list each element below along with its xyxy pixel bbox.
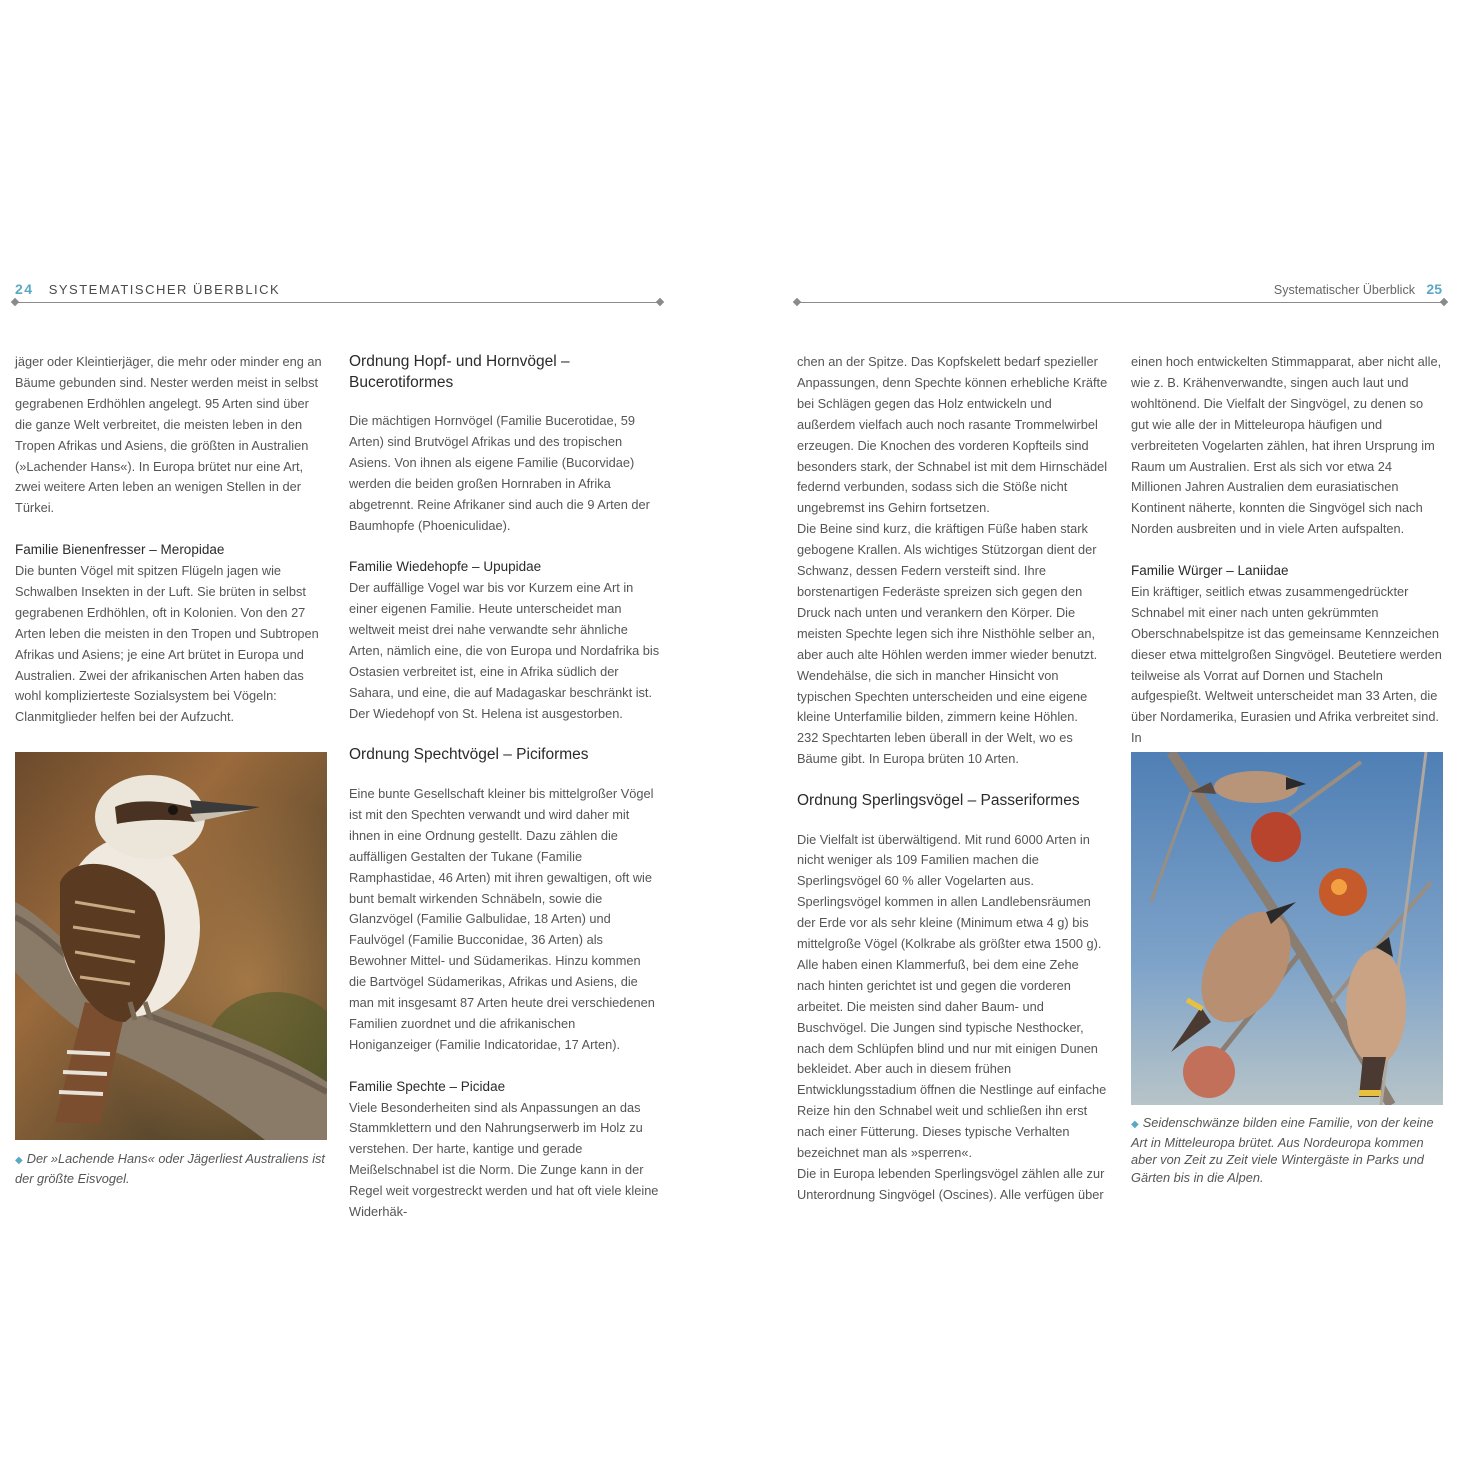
paragraph: Die Beine sind kurz, die kräftigen Füße haben stark gebogene Krallen. Als wichtiges Stützorgan dient der Schwanz, dessen Federn versteift sind. Ihre borstenartigen Federäste spreizen sich gegen den Druck nach unten und verankern den Körper. Die meisten Spechte legen sich ihre Nisthöhle selber an, aber auch alte Höhlen werden immer wieder benutzt. Wendehälse, die sich in mancher Hinsicht von typischen Spechten unterscheiden und eine eigene kleine Unterfamilie bilden, zimmern keine Höhlen.	[797, 521, 1098, 725]
paragraph: jäger oder Kleintierjäger, die mehr oder minder eng an Bäume gebunden sind. Nester werden meist in selbst gegrabenen Erdhöhlen angelegt. 95 Arten sind über die ganze Welt verbreitet, die meisten leben in den Tropen Afrikas und Asiens, die größten in Australien (»Lachender Hans«). In Europa brütet nur eine Art, zwei weitere Arten leben an wenigen Stellen in der Türkei.	[15, 354, 322, 516]
paragraph: Ein kräftiger, seitlich etwas zusammengedrückter Schnabel mit einer nach unten gekrümmten Oberschnabelspitze ist das gemeinsame Kennzeichen dieser etwa mittelgroßen Singvögel. Beutetiere werden teilweise als Vorrat auf Dornen und Stacheln aufgespießt. Weltweit unterscheidet man 33 Arten, die über Nordamerika, Eurasien und Afrika verbreitet sind. In	[1131, 583, 1442, 746]
running-header-left	[15, 281, 280, 301]
caption-text: Der »Lachende Hans« oder Jägerliest Australiens ist der größte Eisvogel.	[15, 1151, 325, 1186]
heading-sperlingsvoegel: Ordnung Sperlingsvögel – Passeriformes	[797, 792, 1080, 810]
text-column-1	[15, 352, 327, 728]
text-column-3	[797, 352, 1109, 1206]
text-column-4	[1131, 352, 1443, 749]
rule-end-diamond-icon	[1440, 298, 1448, 306]
photo-caption-kookaburra	[15, 1150, 327, 1187]
paragraph: chen an der Spitze. Das Kopfskelett bedarf spezieller Anpassungen, denn Spechte können erhebliche Kräfte bei Schlägen gegen das Holz entwickeln und außerdem vielfach auch noch rasante Trommelwirbel erzeugen. Die Knochen des vorderen Kopfteils sind besonders stark, der Schnabel ist mit dem Hirnschädel federnd verbunden, sodass sich die Stöße nicht ungebremst ins Gehirn fortsetzen.	[797, 354, 1108, 516]
paragraph: Die bunten Vögel mit spitzen Flügeln jagen wie Schwalben Insekten in der Luft. Sie brüten in selbst gegrabenen Erdhöhlen, oft in Kolonien. Von den 27 Arten leben die meisten in den Tropen und Subtropen Afrikas und Asiens; je eine Art brütet in Europa und Australien. Zwei der afrikanischen Arten haben das wohl komplizierteste Sozialsystem bei Vögeln: Clanmitglieder helfen bei der Aufzucht.	[15, 563, 319, 725]
paragraph: Die mächtigen Hornvögel (Familie Bucerotidae, 59 Arten) sind Brutvögel Afrikas und des tropischen Asiens. Von ihnen als eigene Familie (Bucorvidae) werden die beiden großen Hornraben in Afrika abgetrennt. Reine Afrikaner sind auch die 9 Arten der Baumhopfe (Phoeniculidae).	[349, 413, 650, 533]
heading-wuerger: Familie Würger – Laniidae	[1131, 563, 1289, 579]
running-header-right	[1274, 281, 1442, 301]
paragraph: Der auffällige Vogel war bis vor Kurzem eine Art in einer eigenen Familie. Heute unterscheidet man weltweit meist drei nahe verwandte sehr ähnliche Arten, nämlich eine, die von Europa und Nordafrika bis Ostasien verbreitet ist, eine in Afrika südlich der Sahara, und eine, die auf Madagaskar beschränkt ist. Der Wiedehopf von St. Helena ist ausgestorben.	[349, 580, 660, 721]
heading-wiedehopfe: Familie Wiedehopfe – Upupidae	[349, 559, 542, 575]
text-column-2	[349, 352, 661, 1223]
running-title-right: Systematischer Überblick	[1273, 283, 1415, 297]
heading-bienenfresser: Familie Bienenfresser – Meropidae	[15, 542, 225, 558]
caption-text: Seidenschwänze bilden eine Familie, von der keine Art in Mitteleuropa brütet. Aus Nordeuropa kommen aber von Zeit zu Zeit viele Wintergäste in Parks und Gärten bis in die Alpen.	[1131, 1115, 1434, 1185]
diamond-icon: ◆	[1131, 1119, 1139, 1130]
header-rule-right	[797, 302, 1444, 303]
waxwing-photo	[1131, 752, 1443, 1105]
diamond-icon: ◆	[15, 1155, 23, 1166]
paragraph: Die Vielfalt ist überwältigend. Mit rund 6000 Arten in nicht weniger als 109 Familien machen die Sperlingsvögel 60 % aller Vogelarten aus. Sperlingsvögel kommen in allen Landlebensräumen der Erde vor als sehr kleine (Minimum etwa 4 g) bis mittelgroße Vögel (Kolkrabe als größter etwa 1500 g). Alle haben einen Klammerfuß, bei dem eine Zehe nach hinten gerichtet ist und gegen die vorderen arbeitet. Die meisten sind daher Baum- und Buschvögel. Die Jungen sind typische Nesthocker, nach dem Schlüpfen blind und nur mit einigen Dunen bekleidet. Aber auch in diesem frühen Entwicklungsstadium öffnen die Nestlinge auf einfache Reize hin den Schnabel weit und schließen ihn erst nach einer Fütterung. Dieses typische Verhalten bezeichnet man als »sperren«.	[797, 831, 1107, 1161]
rule-end-diamond-icon	[656, 298, 664, 306]
kookaburra-photo	[15, 752, 327, 1140]
heading-hornvoegel: Ordnung Hopf- und Hornvögel – Bucerotiformes	[349, 353, 570, 391]
paragraph: Die in Europa lebenden Sperlingsvögel zählen alle zur Unterordnung Singvögel (Oscines). Alle verfügen über	[797, 1166, 1105, 1202]
photo-caption-waxwing	[1131, 1114, 1443, 1186]
page-number-right: 25	[1426, 281, 1442, 297]
paragraph: Viele Besonderheiten sind als Anpassungen an das Stammklettern und den Nahrungserwerb im Holz zu verstehen. Der harte, kantige und gerade Meißelschnabel ist die Norm. Die Zunge kann in der Regel weit vorgestreckt werden und hat oft viele kleine Widerhäk-	[349, 1099, 659, 1220]
paragraph: Eine bunte Gesellschaft kleiner bis mittelgroßer Vögel ist mit den Spechten verwandt und wird daher mit ihnen in eine Ordnung gestellt. Dazu zählen die auffälligen Gestalten der Tukane (Familie Ramphastidae, 46 Arten) mit ihren gewaltigen, oft wie bunt bemalt wirkenden Schnäbeln, sowie die Glanzvögel (Familie Galbulidae, 18 Arten) und Faulvögel (Familie Bucconidae, 36 Arten) als Bewohner Mittel- und Südamerikas. Hinzu kommen die Bartvögel Südamerikas, Afrikas und Asiens, die man mit insgesamt 87 Arten heute drei verschiedenen Familien zuordnet und die afrikanischen Honiganzeiger (Familie Indicatoridae, 17 Arten).	[349, 785, 655, 1052]
running-title-left: SYSTEMATISCHER ÜBERBLICK	[48, 282, 281, 297]
heading-spechte: Familie Spechte – Picidae	[349, 1078, 506, 1094]
page-number-left: 24	[15, 281, 34, 297]
paragraph: einen hoch entwickelten Stimmapparat, aber nicht alle, wie z. B. Krähenverwandte, singen auch laut und wohltönend. Die Vielfalt der Singvögel, zu denen so gut wie alle der in Mitteleuropa häufigen und verbreiteten Vogelarten zählen, hat ihren Ursprung im Raum um Australien. Erst als sich vor etwa 24 Millionen Jahren Australien dem eurasiatischen Kontinent näherte, konnten die Singvögel sich nach Norden ausbreiten und in viele Arten aufspalten.	[1131, 354, 1442, 537]
rule-end-diamond-icon	[793, 298, 801, 306]
heading-spechtvoegel: Ordnung Spechtvögel – Piciformes	[349, 746, 589, 764]
paragraph: 232 Spechtarten leben überall in der Welt, wo es Bäume gibt. In Europa brüten 10 Arten.	[797, 730, 1073, 767]
header-rule-left	[15, 302, 660, 303]
